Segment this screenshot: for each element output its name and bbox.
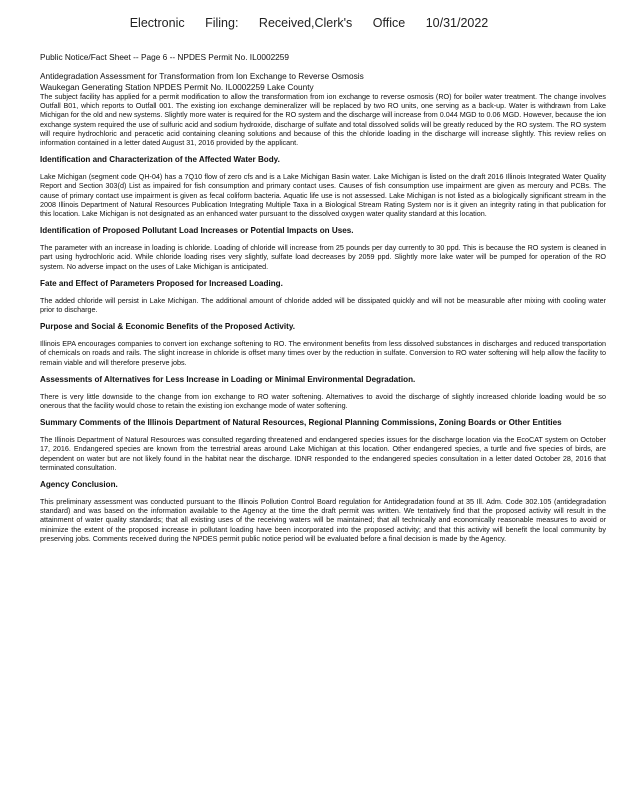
stamp-received: Received,Clerk's [258,16,353,30]
page-header: Public Notice/Fact Sheet -- Page 6 -- NPDES Permit No. IL0002259 [40,52,290,62]
stamp-office: Office [372,16,406,30]
section-body-fate-effect: The added chloride will persist in Lake Michigan. The additional amount of chloride added will be dissipated quickly and will not be measurable after mixing with cooling water prior to discharge. [40,295,606,315]
section-heading-fate-effect: Fate and Effect of Parameters Proposed for Increased Loading. [40,278,283,288]
title-line: Antidegradation Assessment for Transformation from Ion Exchange to Reverse Osmosis [40,71,364,81]
stamp-filing: Filing: [205,16,239,30]
document-title [40,71,606,92]
subtitle-line: Waukegan Generating Station NPDES Permit No. IL0002259 Lake County [40,81,314,92]
section-heading-water-body: Identification and Characterization of the Affected Water Body. [40,155,280,165]
section-heading-benefits: Purpose and Social & Economic Benefits of the Proposed Activity. [40,322,295,332]
section-heading-summary-comments: Summary Comments of the Illinois Department of Natural Resources, Regional Planning Commissions, Zoning Boards or Other Entities [40,418,562,428]
section-body-benefits: Illinois EPA encourages companies to convert ion exchange softening to RO. The environment benefits from less dissolved substances in discharges and reduced transportation of chemicals on roads and rails. The slight increase in chloride is offset many times over by the reduction in sulfate. Conversion to RO water softening will help allow the facility to remain viable and will therefore preserve jobs. [40,339,606,367]
document-page [40,52,606,551]
section-body-load-increases: The parameter with an increase in loading is chloride. Loading of chloride will increase from 25 pounds per day currently to 30 ppd. This is because the RO system is cleaned in part using hydrochloric acid. While chloride loading rises very slightly, sulfate load decreases by 2059 ppd. Slightly more lake water will be pumped for operation of the RO system. No adverse impact on the uses of Lake Michigan is anticipated. [40,243,606,271]
stamp-electronic: Electronic [129,16,185,30]
section-body-summary-comments: The Illinois Department of Natural Resources was consulted regarding threatened and endangered species issues for the discharge location via the EcoCAT system on October 17, 2016. Endangered species are known from the terrestrial areas around Lake Michigan at this location. Other endangered species, a turtle and five species of birds, are dependent on water but are not likely found in the habitat near the discharge. IDNR responded to the endangered species consultation in a letter dated October 28, 2016 that terminated consultation. [40,435,606,472]
electronic-filing-stamp [0,16,618,30]
stamp-date: 10/31/2022 [425,16,489,30]
section-body-conclusion: This preliminary assessment was conducted pursuant to the Illinois Pollution Control Board regulation for Antidegradation found at 35 Ill. Adm. Code 302.105 (antidegradation standard) and was based on the information available to the Agency at the time the draft permit was written. We tentatively find that the proposed activity will result in the attainment of water quality standards; that all existing uses of the receiving waters will be maintained; that all technically and economically reasonable measures to avoid or minimize the extent of the proposed increase in pollutant loading have been incorporated into the proposed activity; and that this activity will benefit the local community by preserving jobs. Comments received during the NPDES permit public notice period will be evaluated before a final decision is made by the Agency. [40,497,606,543]
intro-paragraph: The subject facility has applied for a permit modification to allow the transformation from ion exchange to reverse osmosis (RO) for boiler water treatment. The change involves Outfall B01, which reports to Outfall 001. The existing ion exchange demineralizer will be replaced by two RO units, one serving as a back-up. Water is withdrawn from Lake Michigan for the old and new systems. Slightly more water is required for the RO system and the discharge will increase from 0.044 MGD to 0.06 MGD. However, because the ion exchange system required the use of sulfuric acid and sodium hydroxide, discharge of sulfate and total dissolved solids will be greatly reduced by the RO system. The RO system will require hydrochloric and peracetic acid containing cleaning solutions and because of this the chloride loading in the discharge will increase slightly. This review relies on information contained in a letter dated August 31, 2016 provided by the applicant. [40,92,606,148]
section-heading-alternatives: Assessments of Alternatives for Less Increase in Loading or Minimal Environmental Degradation. [40,374,416,384]
section-body-water-body: Lake Michigan (segment code QH-04) has a 7Q10 flow of zero cfs and is a Lake Michigan Basin water. Lake Michigan is listed on the draft 2016 Illinois Integrated Water Quality Report and Section 303(d) List as impaired for fish consumption and primary contact uses. Causes of fish consumption use impairment are given as mercury and PCBs. The cause of primary contact use impairment is given as fecal coliform bacteria. Aquatic life use is not assessed. Lake Michigan is not listed as a biologically significant stream in the 2008 Illinois Department of Natural Resources Publication Integrating Multiple Taxa in a Biological Stream Rating System nor is it given an integrity rating in that publication for this location. Lake Michigan is not designated as an enhanced water pursuant to the dissolved oxygen water quality standard at this location. [40,172,606,219]
section-heading-conclusion: Agency Conclusion. [40,480,118,490]
section-heading-load-increases: Identification of Proposed Pollutant Load Increases or Potential Impacts on Uses. [40,226,354,236]
section-body-alternatives: There is very little downside to the change from ion exchange to RO water softening. Alternatives to avoid the discharge of slightly increased chloride loading would be so onerous that the facility would chose to retain the existing ion exchange mode of water softening. [40,391,606,411]
